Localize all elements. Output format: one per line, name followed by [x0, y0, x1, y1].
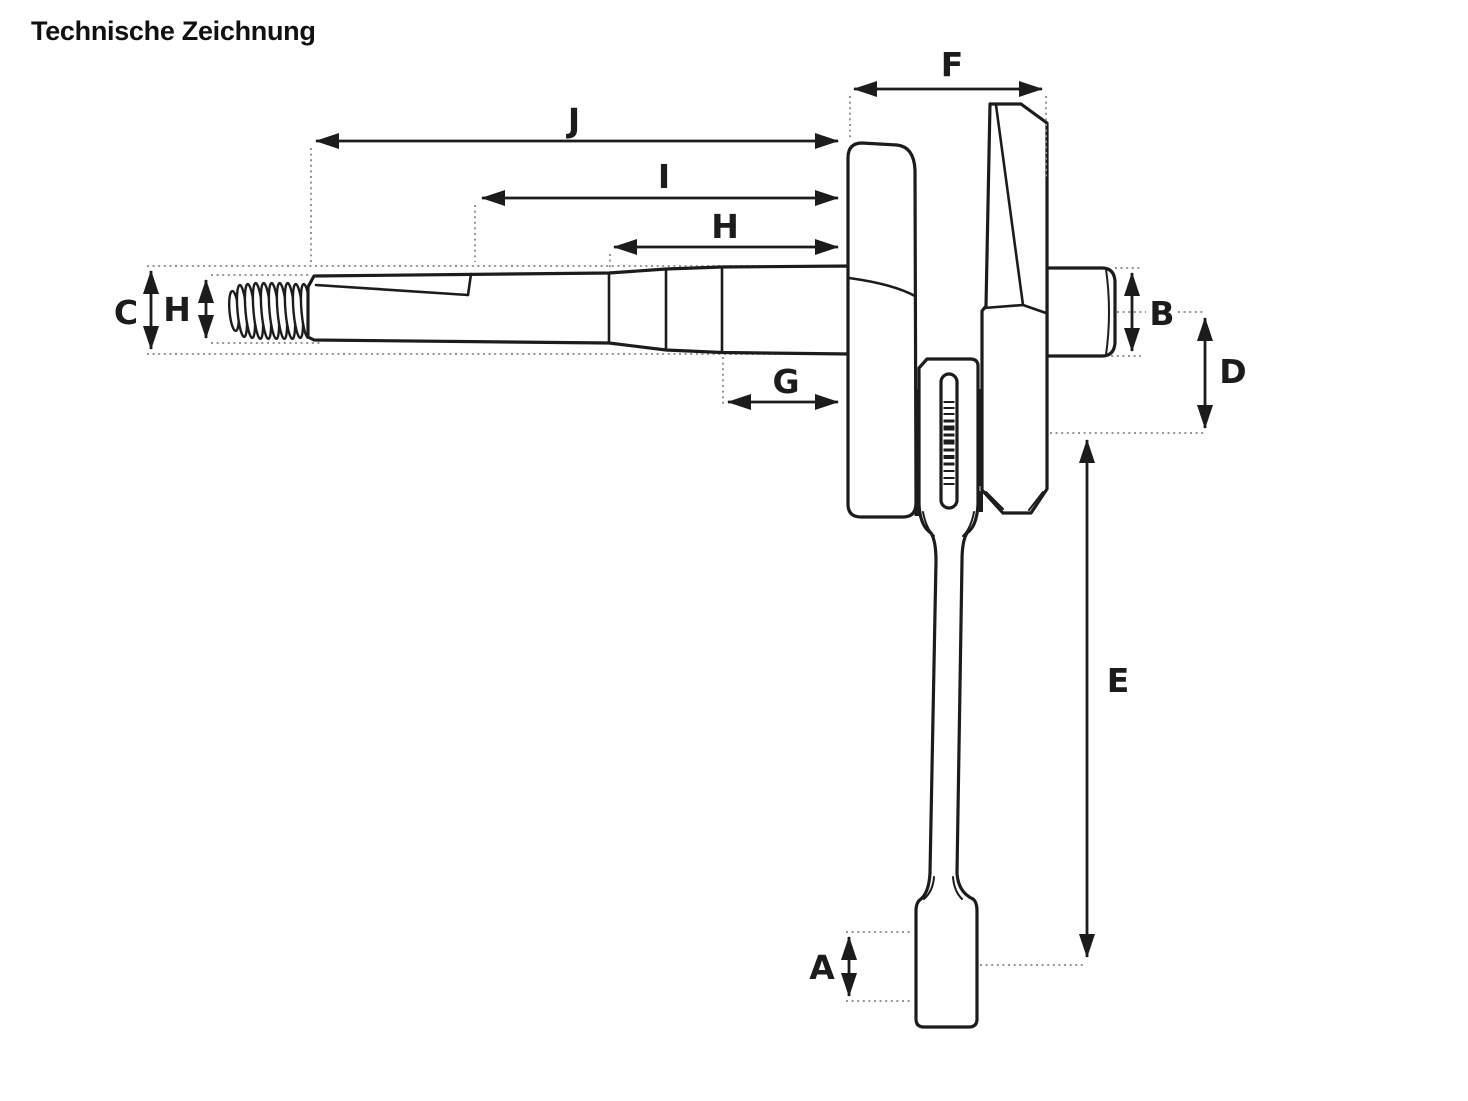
left-crank-web	[848, 143, 916, 517]
dimensions	[114, 45, 1247, 996]
dim-label-b: B	[1149, 294, 1175, 333]
dim-label-d: D	[1219, 352, 1247, 391]
connecting-rod	[916, 359, 978, 1027]
flywheel-web	[982, 104, 1047, 513]
dim-label-i: I	[657, 157, 671, 196]
dim-label-g: G	[772, 362, 800, 401]
output-stub-shaft	[1047, 268, 1115, 356]
dim-label-c: C	[113, 293, 139, 332]
dim-label-f: F	[940, 45, 964, 84]
dim-label-h-length: H	[711, 207, 739, 246]
dim-label-a: A	[809, 948, 835, 987]
dim-label-h-diameter: H	[163, 290, 191, 329]
crankpin-hatch	[944, 402, 955, 484]
threaded-stub	[228, 283, 313, 340]
main-shaft	[308, 266, 851, 354]
dim-label-j: J	[567, 101, 581, 140]
dim-label-e: E	[1106, 661, 1130, 700]
page-title: Technische Zeichnung	[31, 16, 316, 46]
